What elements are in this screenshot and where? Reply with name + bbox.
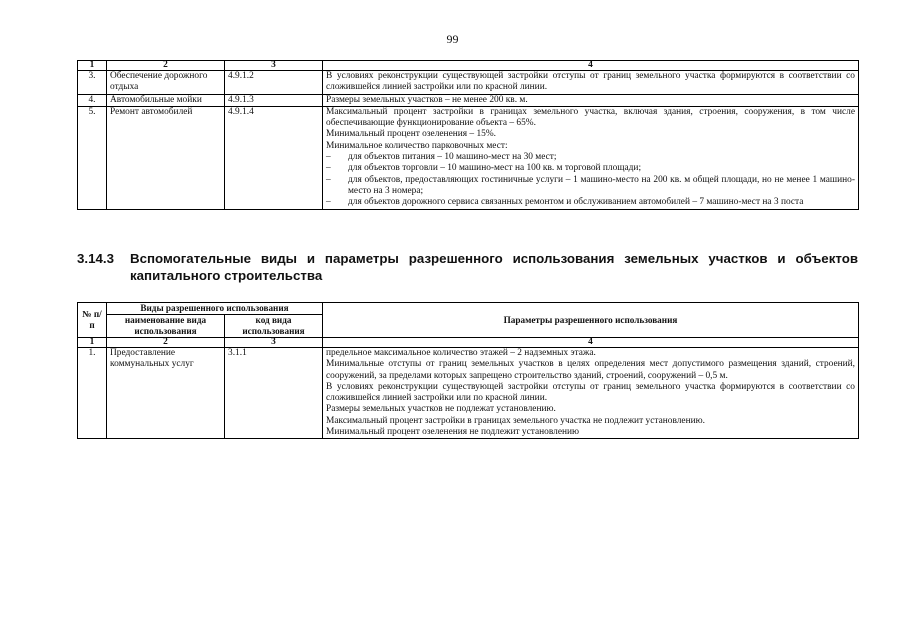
list-item-text: для объектов дорожного сервиса связанных ремонтом и обслуживанием автомобилей – 7 машино-мест на 3 поста [348, 197, 804, 208]
list-item [326, 163, 855, 174]
row-number: 1. [78, 348, 107, 439]
use-parameters [323, 348, 859, 439]
land-use-table-main [77, 60, 859, 210]
dash-marker: – [326, 152, 331, 163]
dash-marker: – [326, 197, 331, 208]
header-row-number: № п/п [78, 303, 107, 338]
header-parameters: Параметры разрешенного использования [323, 303, 859, 338]
column-number: 3 [225, 338, 323, 348]
header-use-types: Виды разрешенного использования [107, 303, 323, 315]
list-item-text: для объектов питания – 10 машино-мест на 30 мест; [348, 152, 557, 163]
table-row [78, 71, 859, 95]
column-number: 3 [225, 61, 323, 71]
section-heading [77, 250, 858, 284]
section-number: 3.14.3 [77, 251, 114, 266]
column-number-row [78, 338, 859, 348]
column-number: 2 [107, 338, 225, 348]
row-number: 4. [78, 94, 107, 106]
header-use-code: код вида использования [225, 315, 323, 338]
use-parameters [323, 106, 859, 209]
parameter-paragraph: Максимальный процент застройки в границах земельного участка, включая здания, строения, сооружения, в том числе обеспечивающие функционирование объекта – 65%. [326, 106, 855, 129]
use-type-code: 3.1.1 [225, 348, 323, 439]
parameter-paragraph: Минимальный процент озеленения не подлежит установлению [326, 427, 580, 438]
use-type-name: Автомобильные мойки [107, 94, 225, 106]
section-title: Вспомогательные виды и параметры разрешенного использования земельных участков и объектов капитального строительства [130, 251, 858, 283]
parameter-paragraph: Минимальные отступы от границ земельных участков в целях определения мест допустимого размещения зданий, строений, сооружений, за пределами которых запрещено строительство зданий, строений, сооружений – 0,5 м. [326, 359, 855, 381]
dash-marker: – [326, 174, 331, 185]
use-parameters: В условиях реконструкции существующей застройки отступы от границ земельного участка формируются в соответствии со сложившейся линией застройки или по красной линии. [323, 71, 859, 95]
land-use-table-auxiliary [77, 302, 859, 439]
header-row [78, 303, 859, 315]
row-number: 3. [78, 71, 107, 95]
column-number: 4 [323, 338, 859, 348]
column-number: 4 [323, 61, 859, 71]
use-type-name: Ремонт автомобилей [107, 106, 225, 209]
use-type-name: Предоставление коммунальных услуг [107, 348, 225, 439]
table-row [78, 94, 859, 106]
parameter-paragraph: Максимальный процент застройки в границах земельного участка не подлежит установлению. [326, 415, 705, 426]
row-number: 5. [78, 106, 107, 209]
list-item-text: для объектов, предоставляющих гостиничные услуги – 1 машино-место на 200 кв. м общей площади, но не менее 1 машино-место на 3 номера; [348, 174, 855, 196]
table-row [78, 106, 859, 209]
header-use-name: наименование вида использования [107, 315, 225, 338]
column-number-row [78, 61, 859, 71]
parameter-paragraph: предельное максимальное количество этажей – 2 надземных этажа. [326, 348, 596, 358]
list-item [326, 197, 855, 208]
dash-marker: – [326, 163, 331, 174]
table-row [78, 348, 859, 439]
list-item [326, 175, 855, 198]
page-number: 99 [446, 32, 459, 46]
parameter-paragraph: Минимальный процент озеленения – 15%. [326, 129, 496, 140]
use-type-code: 4.9.1.2 [225, 71, 323, 95]
parameter-paragraph: Минимальное количество парковочных мест: [326, 140, 508, 151]
parameter-paragraph: В условиях реконструкции существующей застройки отступы от границ земельного участка формируются в соответствии со сложившейся линией застройки или по красной линии. [326, 381, 855, 404]
use-type-name: Обеспечение дорожного отдыха [107, 71, 225, 95]
column-number: 1 [78, 61, 107, 71]
parameter-paragraph: Размеры земельных участков не подлежат установлению. [326, 404, 556, 415]
use-parameters: Размеры земельных участков – не менее 200 кв. м. [323, 94, 859, 106]
use-type-code: 4.9.1.3 [225, 94, 323, 106]
use-type-code: 4.9.1.4 [225, 106, 323, 209]
column-number: 1 [78, 338, 107, 348]
list-item-text: для объектов торговли – 10 машино-мест на 100 кв. м торговой площади; [348, 163, 642, 174]
list-item [326, 152, 855, 163]
column-number: 2 [107, 61, 225, 71]
